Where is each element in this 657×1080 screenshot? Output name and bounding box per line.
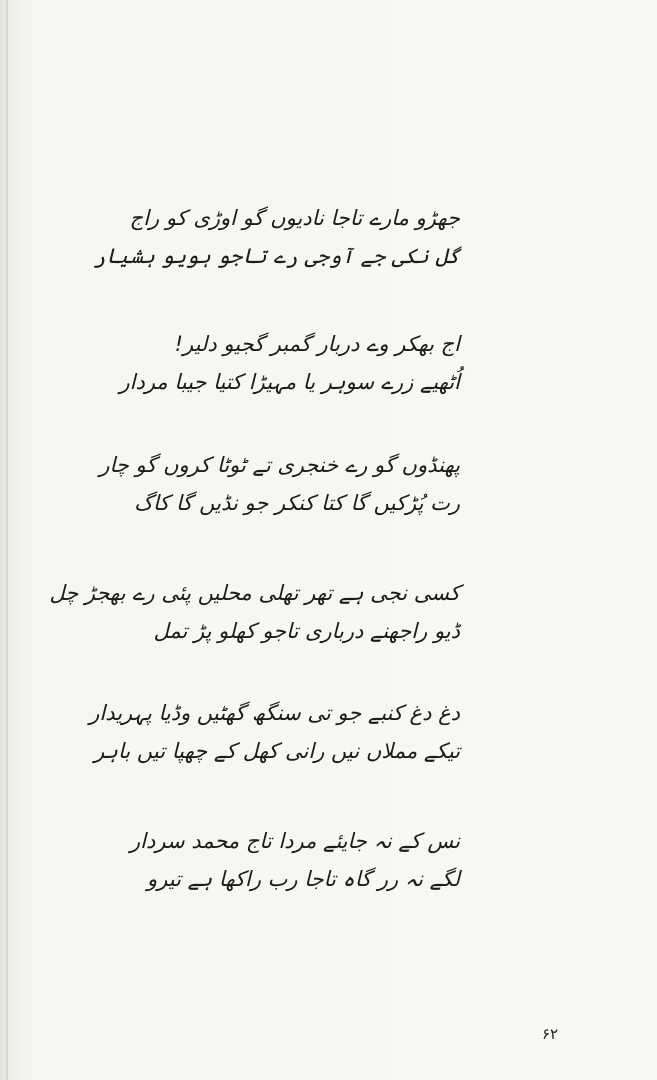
verse-line: لگے نہ رر گاہ تاجا رب راکھا ہے تیرو: [147, 867, 460, 891]
stanza-3: [99, 447, 460, 523]
binding-gutter: [6, 0, 8, 1080]
verse-line: دغ دغ کنبے جو تی سنگھ گھٹیں وڈیا پہریدار: [89, 701, 460, 725]
stanza-5: [89, 695, 460, 771]
verse-line: اُٹھیے زرے سوہر یا مہیڑا کتیا جیبا مردار: [119, 370, 460, 394]
verse-line: تیکے مملاں نیں رانی کھل کے چھپا تیں باہر: [94, 739, 460, 763]
verse-line: کسی نجی ہے تھر تھلی محلیں پئی رے بھجڑ چل: [49, 581, 460, 605]
verse-line: گل نکی جے آوجی رے تاجو ہویو ہشیار: [93, 244, 460, 268]
stanza-6: [130, 823, 460, 899]
stanza-2: [119, 326, 460, 402]
verse-line: رت پُڑکیں گا کتا کنکر جو نڈیں گا کاگ: [134, 491, 460, 515]
page-number: ۶۲: [542, 1025, 559, 1043]
poem-body: [49, 200, 460, 949]
verse-line: ڈیو راجھنے درباری تاجو کھلو پڑ تمل: [153, 619, 460, 643]
verse-line: جھڑو مارے تاجا نادیوں گو اوڑی کو راج: [129, 206, 460, 230]
verse-line: پھنڈوں گو رے خنجری تے ٹوٹا کروں گو چار: [99, 453, 460, 477]
verse-line: نس کے نہ جایئے مردا تاج محمد سردار: [130, 829, 460, 853]
verse-line: اج بھکر وے دربار گمبر گجیو دلیر!: [174, 332, 460, 356]
stanza-1: [93, 200, 460, 276]
stanza-4: [49, 575, 460, 651]
